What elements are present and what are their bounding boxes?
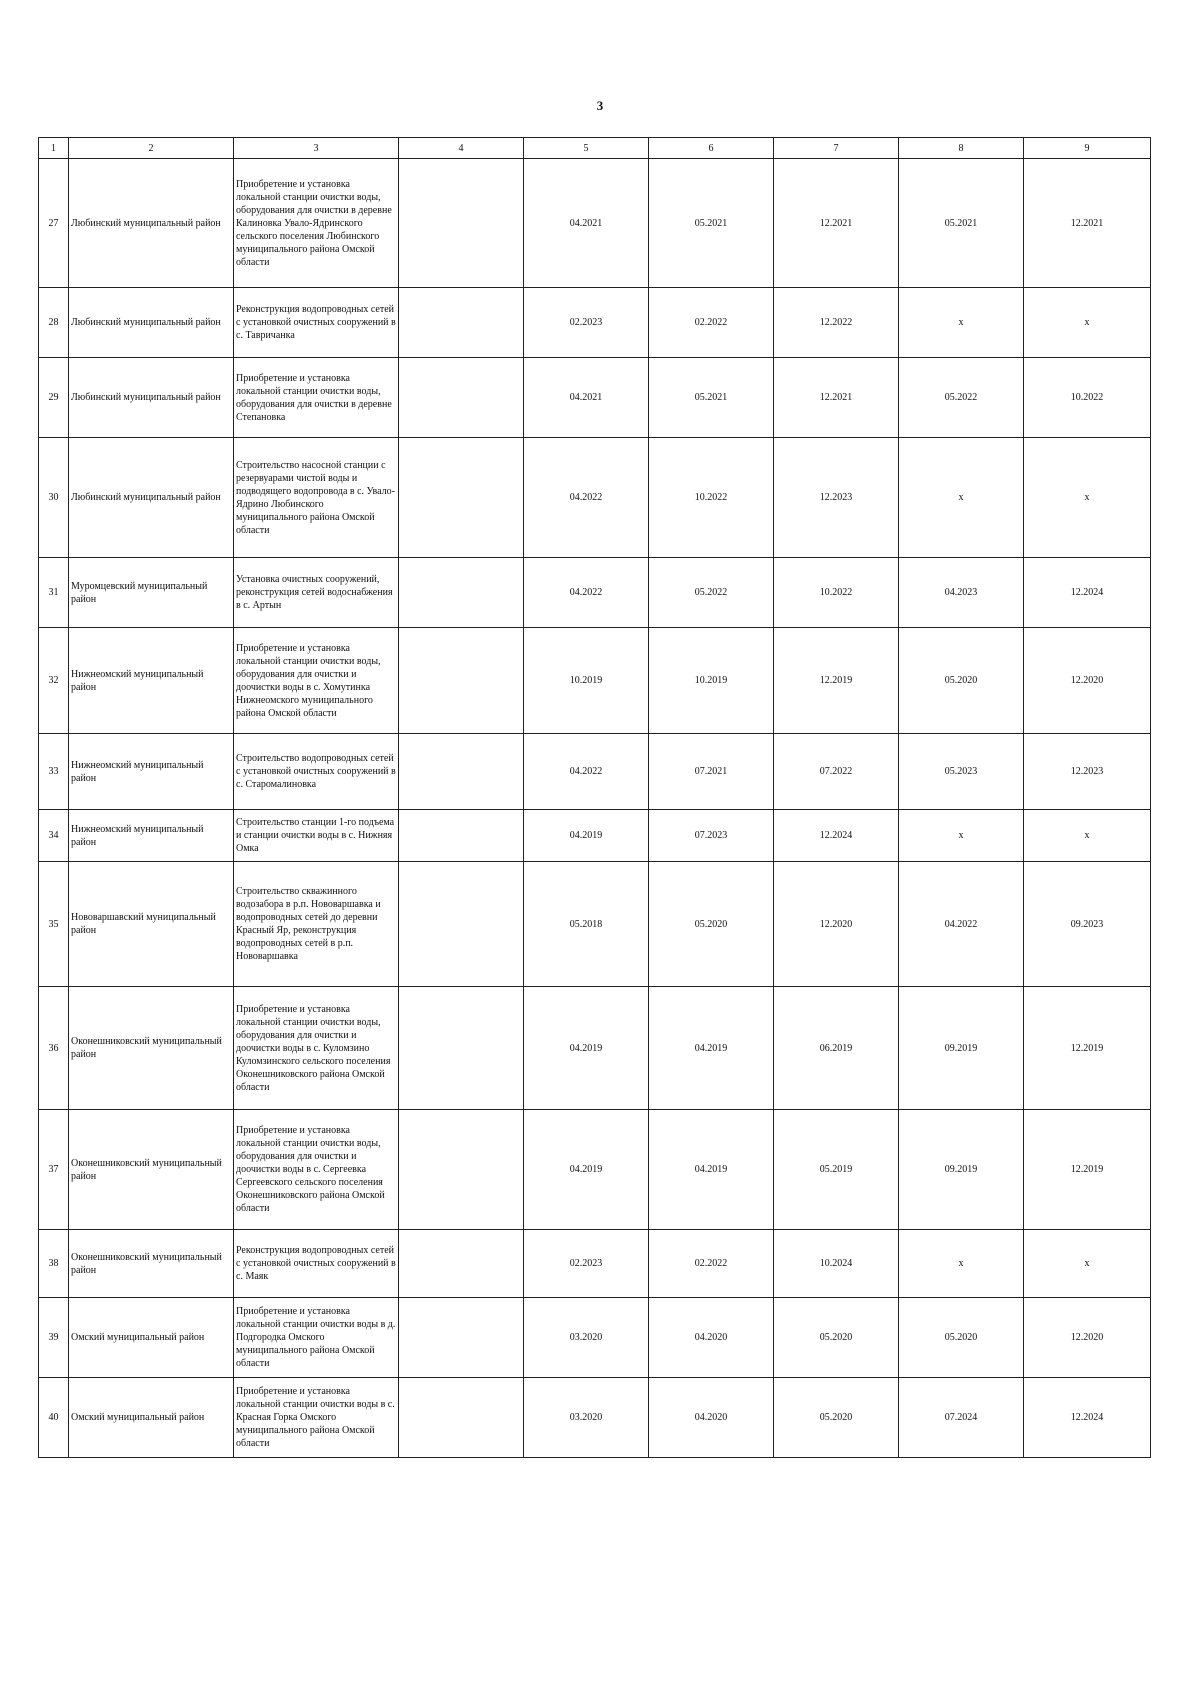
col5-cell: 04.2019 xyxy=(524,810,649,862)
col7-cell: 12.2023 xyxy=(774,438,899,558)
row-number: 39 xyxy=(39,1298,69,1378)
description-cell: Строительство насосной станции с резервуарами чистой воды и подводящего водопровода в с. Увало-Ядрино Любинского муниципального района Омской области xyxy=(234,438,399,558)
col5-cell: 05.2018 xyxy=(524,862,649,987)
col6-cell: 04.2019 xyxy=(649,1110,774,1230)
col7-cell: 05.2020 xyxy=(774,1298,899,1378)
col8-cell: 09.2019 xyxy=(899,1110,1024,1230)
col7-cell: 05.2020 xyxy=(774,1378,899,1458)
table-row xyxy=(39,628,1151,734)
row-number: 28 xyxy=(39,288,69,358)
description-cell: Приобретение и установка локальной станции очистки воды в д. Подгородка Омского муниципального района Омской области xyxy=(234,1298,399,1378)
table-row xyxy=(39,358,1151,438)
column-header: 8 xyxy=(899,138,1024,159)
column-header: 7 xyxy=(774,138,899,159)
district-cell: Оконешниковский муниципальный район xyxy=(69,1230,234,1298)
col6-cell: 10.2019 xyxy=(649,628,774,734)
col4-cell xyxy=(399,862,524,987)
column-header: 9 xyxy=(1024,138,1151,159)
description-cell: Приобретение и установка локальной станции очистки воды, оборудования для очистки и доочистки воды в с. Сергеевка Сергеевского сельского поселения Оконешниковского района Омской области xyxy=(234,1110,399,1230)
table-row xyxy=(39,1378,1151,1458)
district-cell: Любинский муниципальный район xyxy=(69,159,234,288)
col5-cell: 03.2020 xyxy=(524,1378,649,1458)
col4-cell xyxy=(399,987,524,1110)
col8-cell: 05.2023 xyxy=(899,734,1024,810)
district-cell: Нижнеомский муниципальный район xyxy=(69,734,234,810)
col6-cell: 04.2020 xyxy=(649,1298,774,1378)
col6-cell: 04.2020 xyxy=(649,1378,774,1458)
col6-cell: 05.2021 xyxy=(649,358,774,438)
col4-cell xyxy=(399,1230,524,1298)
district-cell: Муромцевский муниципальный район xyxy=(69,558,234,628)
col9-cell: x xyxy=(1024,288,1151,358)
col8-cell: 05.2020 xyxy=(899,1298,1024,1378)
col6-cell: 02.2022 xyxy=(649,288,774,358)
column-header: 2 xyxy=(69,138,234,159)
table-row xyxy=(39,1298,1151,1378)
col7-cell: 12.2024 xyxy=(774,810,899,862)
col8-cell: 05.2020 xyxy=(899,628,1024,734)
col5-cell: 03.2020 xyxy=(524,1298,649,1378)
district-cell: Омский муниципальный район xyxy=(69,1298,234,1378)
col4-cell xyxy=(399,288,524,358)
col8-cell: 09.2019 xyxy=(899,987,1024,1110)
row-number: 35 xyxy=(39,862,69,987)
col9-cell: 12.2020 xyxy=(1024,1298,1151,1378)
col9-cell: 12.2024 xyxy=(1024,558,1151,628)
table-row xyxy=(39,159,1151,288)
description-cell: Реконструкция водопроводных сетей с установкой очистных сооружений в с. Маяк xyxy=(234,1230,399,1298)
description-cell: Приобретение и установка локальной станции очистки воды в с. Красная Горка Омского муниципального района Омской области xyxy=(234,1378,399,1458)
row-number: 37 xyxy=(39,1110,69,1230)
col6-cell: 04.2019 xyxy=(649,987,774,1110)
col4-cell xyxy=(399,159,524,288)
col8-cell: 07.2024 xyxy=(899,1378,1024,1458)
col8-cell: x xyxy=(899,1230,1024,1298)
column-header: 3 xyxy=(234,138,399,159)
col5-cell: 10.2019 xyxy=(524,628,649,734)
table-row xyxy=(39,1110,1151,1230)
col5-cell: 04.2022 xyxy=(524,438,649,558)
col7-cell: 06.2019 xyxy=(774,987,899,1110)
col4-cell xyxy=(399,1298,524,1378)
col6-cell: 05.2022 xyxy=(649,558,774,628)
col7-cell: 12.2020 xyxy=(774,862,899,987)
table-row xyxy=(39,734,1151,810)
column-header: 6 xyxy=(649,138,774,159)
column-header: 1 xyxy=(39,138,69,159)
col4-cell xyxy=(399,438,524,558)
district-cell: Оконешниковский муниципальный район xyxy=(69,987,234,1110)
description-cell: Приобретение и установка локальной станции очистки воды, оборудования для очистки в деревне Калиновка Увало-Ядринского сельского поселения Любинского муниципального района Омской области xyxy=(234,159,399,288)
col9-cell: 12.2024 xyxy=(1024,1378,1151,1458)
district-cell: Любинский муниципальный район xyxy=(69,288,234,358)
col8-cell: 05.2022 xyxy=(899,358,1024,438)
row-number: 27 xyxy=(39,159,69,288)
table-row xyxy=(39,810,1151,862)
description-cell: Установка очистных сооружений, реконструкция сетей водоснабжения в с. Артын xyxy=(234,558,399,628)
col6-cell: 05.2021 xyxy=(649,159,774,288)
table-row xyxy=(39,288,1151,358)
district-cell: Нижнеомский муниципальный район xyxy=(69,628,234,734)
col9-cell: 12.2019 xyxy=(1024,1110,1151,1230)
row-number: 31 xyxy=(39,558,69,628)
description-cell: Приобретение и установка локальной станции очистки воды, оборудования для очистки и доочистки воды в с. Хомутинка Нижнеомского муниципального района Омской области xyxy=(234,628,399,734)
col9-cell: 12.2023 xyxy=(1024,734,1151,810)
col5-cell: 02.2023 xyxy=(524,1230,649,1298)
row-number: 34 xyxy=(39,810,69,862)
col9-cell: x xyxy=(1024,810,1151,862)
col7-cell: 05.2019 xyxy=(774,1110,899,1230)
table-row xyxy=(39,1230,1151,1298)
col8-cell: x xyxy=(899,438,1024,558)
header-row xyxy=(39,138,1151,159)
col4-cell xyxy=(399,734,524,810)
col5-cell: 04.2021 xyxy=(524,159,649,288)
column-header: 5 xyxy=(524,138,649,159)
col4-cell xyxy=(399,810,524,862)
col9-cell: 12.2019 xyxy=(1024,987,1151,1110)
row-number: 29 xyxy=(39,358,69,438)
col7-cell: 07.2022 xyxy=(774,734,899,810)
col9-cell: x xyxy=(1024,438,1151,558)
col5-cell: 04.2019 xyxy=(524,987,649,1110)
col5-cell: 04.2022 xyxy=(524,558,649,628)
row-number: 30 xyxy=(39,438,69,558)
col7-cell: 12.2022 xyxy=(774,288,899,358)
col7-cell: 12.2021 xyxy=(774,159,899,288)
row-number: 33 xyxy=(39,734,69,810)
col8-cell: 05.2021 xyxy=(899,159,1024,288)
row-number: 40 xyxy=(39,1378,69,1458)
col5-cell: 04.2022 xyxy=(524,734,649,810)
district-cell: Любинский муниципальный район xyxy=(69,358,234,438)
col8-cell: x xyxy=(899,810,1024,862)
description-cell: Строительство станции 1-го подъема и станции очистки воды в с. Нижняя Омка xyxy=(234,810,399,862)
col6-cell: 07.2021 xyxy=(649,734,774,810)
district-cell: Оконешниковский муниципальный район xyxy=(69,1110,234,1230)
col9-cell: x xyxy=(1024,1230,1151,1298)
col4-cell xyxy=(399,558,524,628)
table-row xyxy=(39,558,1151,628)
description-cell: Приобретение и установка локальной станции очистки воды, оборудования для очистки в деревне Степановка xyxy=(234,358,399,438)
col4-cell xyxy=(399,1110,524,1230)
col6-cell: 05.2020 xyxy=(649,862,774,987)
col6-cell: 10.2022 xyxy=(649,438,774,558)
row-number: 32 xyxy=(39,628,69,734)
row-number: 36 xyxy=(39,987,69,1110)
col9-cell: 10.2022 xyxy=(1024,358,1151,438)
col9-cell: 12.2021 xyxy=(1024,159,1151,288)
table-row xyxy=(39,862,1151,987)
col7-cell: 12.2021 xyxy=(774,358,899,438)
col5-cell: 02.2023 xyxy=(524,288,649,358)
district-cell: Нововаршавский муниципальный район xyxy=(69,862,234,987)
col7-cell: 10.2022 xyxy=(774,558,899,628)
col5-cell: 04.2019 xyxy=(524,1110,649,1230)
col4-cell xyxy=(399,358,524,438)
description-cell: Реконструкция водопроводных сетей с установкой очистных сооружений в с. Тавричанка xyxy=(234,288,399,358)
row-number: 38 xyxy=(39,1230,69,1298)
table-row xyxy=(39,438,1151,558)
col4-cell xyxy=(399,628,524,734)
district-cell: Омский муниципальный район xyxy=(69,1378,234,1458)
col9-cell: 12.2020 xyxy=(1024,628,1151,734)
col8-cell: 04.2023 xyxy=(899,558,1024,628)
col4-cell xyxy=(399,1378,524,1458)
description-cell: Строительство водопроводных сетей с установкой очистных сооружений в с. Старомалиновка xyxy=(234,734,399,810)
col8-cell: 04.2022 xyxy=(899,862,1024,987)
schedule-table xyxy=(38,137,1151,1458)
col6-cell: 02.2022 xyxy=(649,1230,774,1298)
col7-cell: 12.2019 xyxy=(774,628,899,734)
page-number: 3 xyxy=(596,98,604,113)
col8-cell: x xyxy=(899,288,1024,358)
column-header: 4 xyxy=(399,138,524,159)
col5-cell: 04.2021 xyxy=(524,358,649,438)
col9-cell: 09.2023 xyxy=(1024,862,1151,987)
district-cell: Нижнеомский муниципальный район xyxy=(69,810,234,862)
description-cell: Строительство скважинного водозабора в р.п. Нововаршавка и водопроводных сетей до деревни Красный Яр, реконструкция водопроводных сетей в р.п. Нововаршавка xyxy=(234,862,399,987)
description-cell: Приобретение и установка локальной станции очистки воды, оборудования для очистки и доочистки воды в с. Куломзино Куломзинского сельского поселения Оконешниковского района Омской области xyxy=(234,987,399,1110)
table-row xyxy=(39,987,1151,1110)
col6-cell: 07.2023 xyxy=(649,810,774,862)
col7-cell: 10.2024 xyxy=(774,1230,899,1298)
table-body xyxy=(39,159,1151,1458)
district-cell: Любинский муниципальный район xyxy=(69,438,234,558)
